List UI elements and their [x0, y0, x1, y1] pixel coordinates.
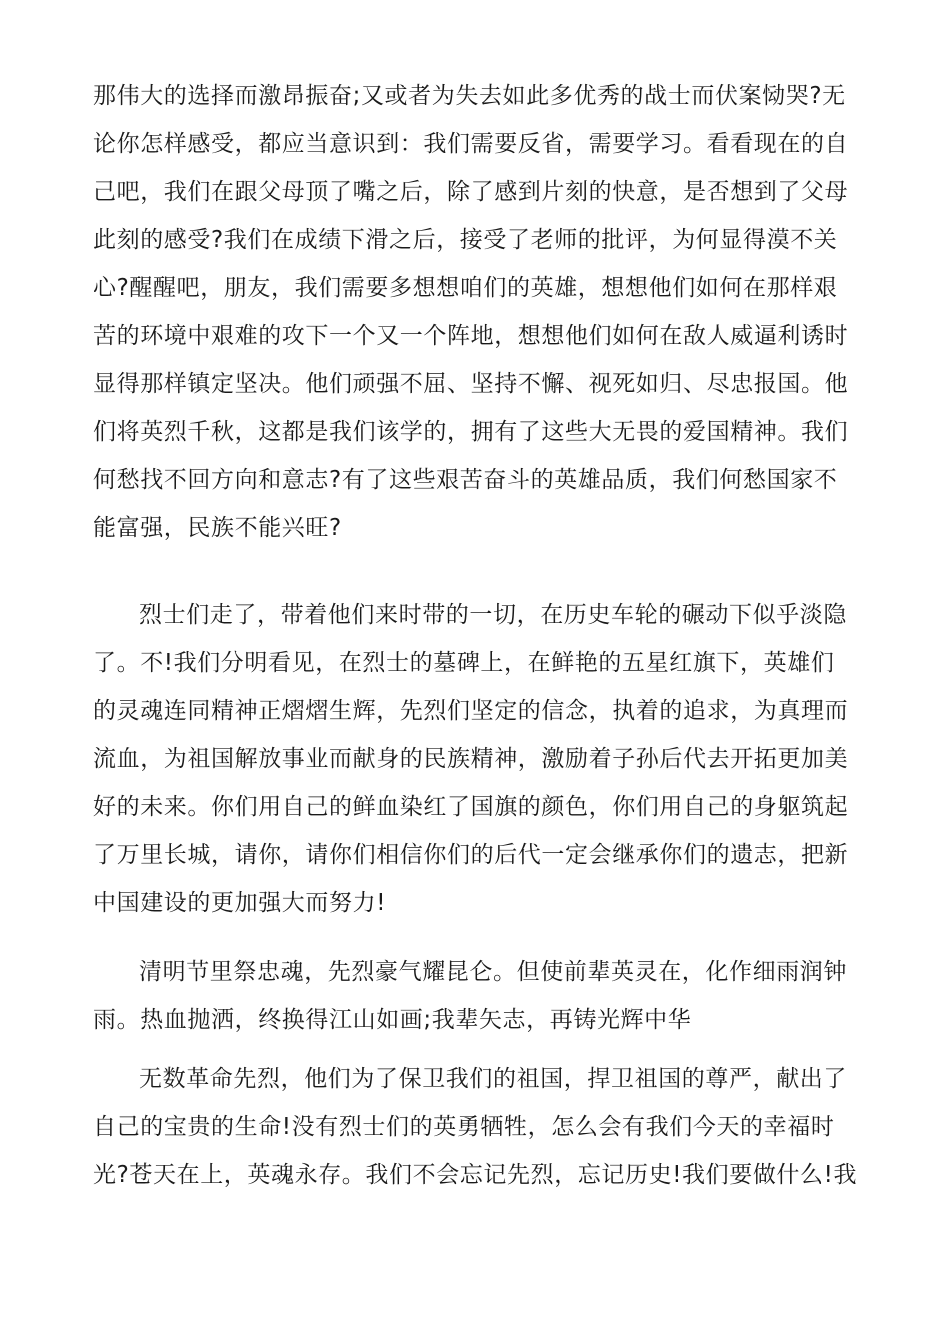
text-line: 的灵魂连同精神正熠熠生辉，先烈们坚定的信念，执着的追求，为真理而	[93, 698, 849, 724]
text-line: 流血，为祖国解放事业而献身的民族精神，激励着子孙后代去开拓更加美	[93, 746, 849, 772]
text-line: 烈士们走了，带着他们来时带的一切，在历史车轮的碾动下似乎淡隐	[139, 602, 847, 628]
text-line: 何愁找不回方向和意志?有了这些艰苦奋斗的英雄品质，我们何愁国家不	[93, 467, 838, 493]
text-line: 论你怎样感受，都应当意识到：我们需要反省，需要学习。看看现在的自	[93, 131, 849, 157]
text-line: 能富强，民族不能兴旺?	[93, 515, 342, 541]
paragraph-3	[93, 948, 863, 1044]
text-line: 们将英烈千秋，这都是我们该学的，拥有了这些大无畏的爱国精神。我们	[93, 419, 849, 445]
text-line: 无数革命先烈，他们为了保卫我们的祖国，捍卫祖国的尊严，献出了	[139, 1066, 847, 1092]
text-line: 好的未来。你们用自己的鲜血染红了国旗的颜色，你们用自己的身躯筑起	[93, 794, 849, 820]
paragraph-4	[93, 1055, 863, 1199]
text-line: 了万里长城，请你，请你们相信你们的后代一定会继承你们的遗志，把新	[93, 842, 849, 868]
text-line: 雨。热血抛洒，终换得江山如画;我辈矢志，再铸光辉中华	[93, 1007, 692, 1033]
paragraph-1	[93, 72, 863, 552]
paragraph-2	[93, 591, 863, 927]
text-line: 中国建设的更加强大而努力!	[93, 890, 387, 916]
text-line: 清明节里祭忠魂，先烈豪气耀昆仑。但使前辈英灵在，化作细雨润钟	[139, 959, 847, 985]
text-line: 心?醒醒吧，朋友，我们需要多想想咱们的英雄，想想他们如何在那样艰	[93, 275, 838, 301]
text-line: 那伟大的选择而激昂振奋;又或者为失去如此多优秀的战士而伏案恸哭?无	[93, 83, 846, 109]
text-line: 光?苍天在上，英魂永存。我们不会忘记先烈，忘记历史!我们要做什么!我	[93, 1162, 858, 1188]
text-line: 自己的宝贵的生命!没有烈士们的英勇牺牲，怎么会有我们今天的幸福时	[93, 1114, 835, 1140]
text-line: 了。不!我们分明看见，在烈士的墓碑上，在鲜艳的五星红旗下，英雄们	[93, 650, 835, 676]
text-line: 苦的环境中艰难的攻下一个又一个阵地，想想他们如何在敌人威逼利诱时	[93, 323, 849, 349]
text-line: 显得那样镇定坚决。他们顽强不屈、坚持不懈、视死如归、尽忠报国。他	[93, 371, 849, 397]
text-line: 此刻的感受?我们在成绩下滑之后，接受了老师的批评，为何显得漠不关	[93, 227, 838, 253]
text-line: 己吧，我们在跟父母顶了嘴之后，除了感到片刻的快意，是否想到了父母	[93, 179, 849, 205]
